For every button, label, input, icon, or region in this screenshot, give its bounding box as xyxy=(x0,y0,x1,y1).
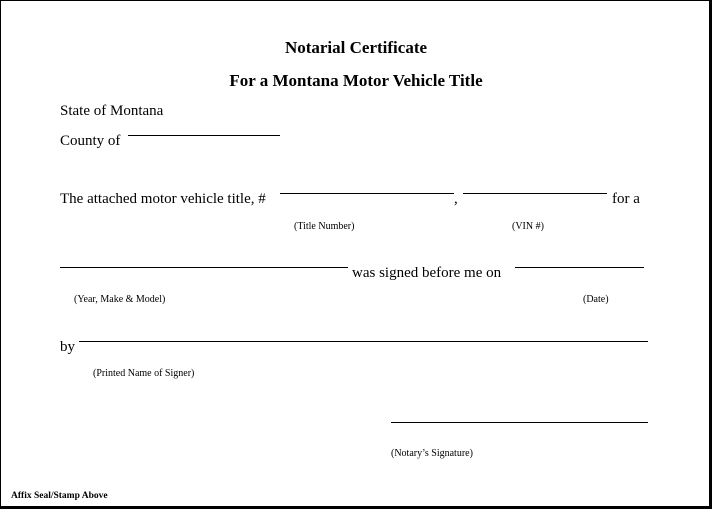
seal-stamp-note: Affix Seal/Stamp Above xyxy=(11,491,108,501)
date-field[interactable] xyxy=(515,267,644,268)
notary-signature-caption: (Notary’s Signature) xyxy=(391,448,473,459)
signed-before-text: was signed before me on xyxy=(352,265,502,281)
by-label: by xyxy=(60,339,75,355)
printed-name-field[interactable] xyxy=(79,341,648,342)
notary-signature-field[interactable] xyxy=(391,422,648,423)
title-sentence-text: The attached motor vehicle title, # xyxy=(60,191,266,207)
for-a-text: for a xyxy=(612,191,640,207)
date-caption: (Date) xyxy=(583,294,609,305)
state-label: State of Montana xyxy=(60,103,164,119)
title-number-caption: (Title Number) xyxy=(294,221,355,232)
title-number-field[interactable] xyxy=(280,193,454,194)
comma-text: , xyxy=(454,191,458,207)
year-make-model-field[interactable] xyxy=(60,267,348,268)
certificate-title: Notarial Certificate xyxy=(284,38,428,57)
certificate-subtitle: For a Montana Motor Vehicle Title xyxy=(229,71,483,90)
vin-field[interactable] xyxy=(463,193,607,194)
county-field[interactable] xyxy=(128,135,280,136)
county-label: County of xyxy=(60,133,121,149)
year-make-model-caption: (Year, Make & Model) xyxy=(74,294,166,305)
printed-name-caption: (Printed Name of Signer) xyxy=(93,368,195,379)
vin-caption: (VIN #) xyxy=(512,221,544,232)
